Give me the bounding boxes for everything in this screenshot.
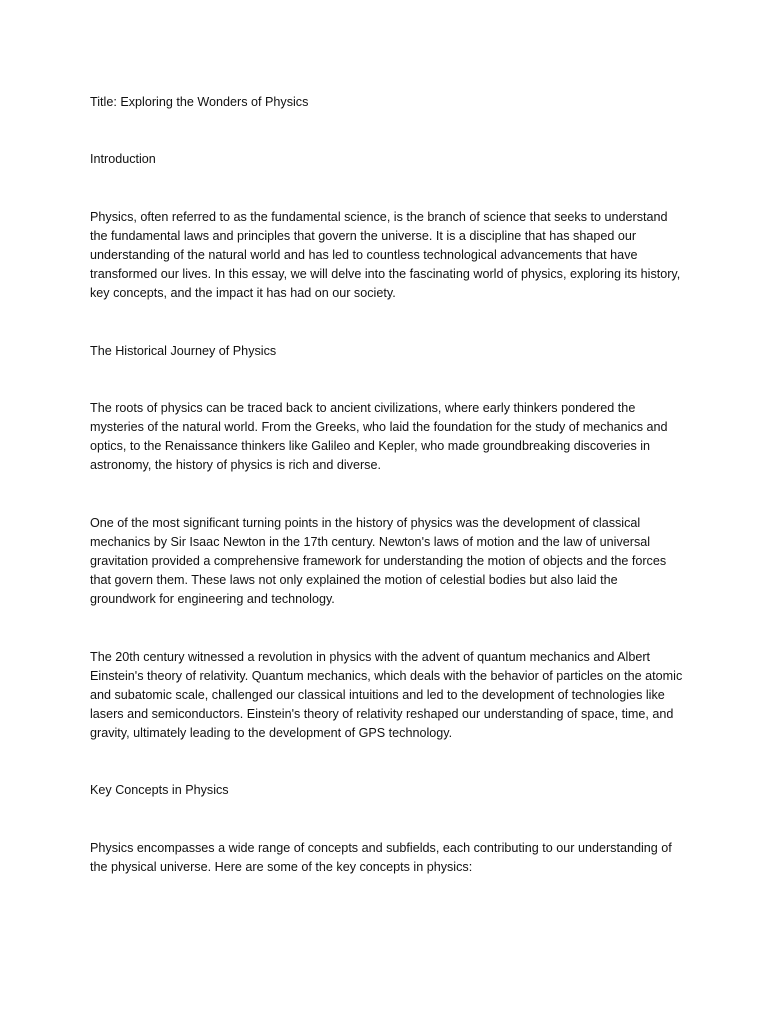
section-heading-introduction: Introduction: [90, 152, 156, 166]
section-heading-key-concepts: Key Concepts in Physics: [90, 783, 229, 797]
paragraph-history-1: The roots of physics can be traced back to ancient civilizations, where early thinkers pondered the mysteries of the natural world. From the Greeks, who laid the foundation for the study of mechanics and optics, to the Renaissance thinkers like Galileo and Kepler, who made groundbreaking discoveries in astronomy, the history of physics is rich and diverse.: [90, 401, 668, 472]
section-heading-history: The Historical Journey of Physics: [90, 344, 277, 358]
document-title: Title: Exploring the Wonders of Physics: [90, 95, 309, 109]
paragraph-history-3: The 20th century witnessed a revolution in physics with the advent of quantum mechanics and Albert Einstein's theory of relativity. Quantum mechanics, which deals with the behavior of particles on the atomic and subatomic scale, challenged our classical intuitions and led to the development of technologies like lasers and semiconductors. Einstein's theory of relativity reshaped our understanding of space, time, and gravity, ultimately leading to the development of GPS technology.: [90, 650, 683, 740]
paragraph-history-2: One of the most significant turning points in the history of physics was the development of classical mechanics by Sir Isaac Newton in the 17th century. Newton's laws of motion and the law of universal gravitation provided a comprehensive framework for understanding the motion of objects and the forces that govern them. These laws not only explained the motion of celestial bodies but also laid the groundwork for engineering and technology.: [90, 516, 667, 606]
paragraph-key-concepts: Physics encompasses a wide range of concepts and subfields, each contributing to our understanding of the physical universe. Here are some of the key concepts in physics:: [90, 841, 672, 874]
paragraph-introduction: Physics, often referred to as the fundamental science, is the branch of science that seeks to understand the fundamental laws and principles that govern the universe. It is a discipline that has shaped our understanding of the natural world and has led to countless technological advancements that have transformed our lives. In this essay, we will delve into the fascinating world of physics, exploring its history, key concepts, and the impact it has had on our society.: [90, 210, 681, 300]
